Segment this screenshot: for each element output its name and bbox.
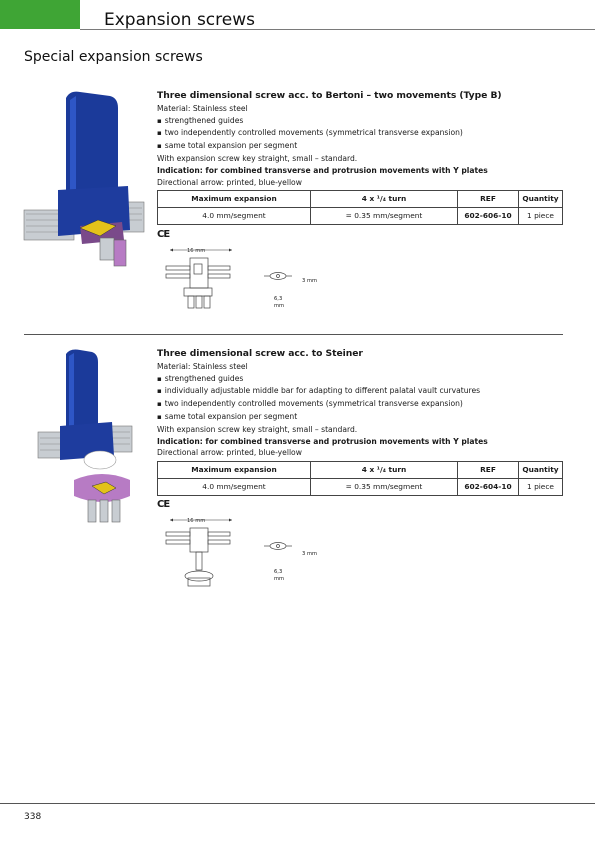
table-cell: 1 piece	[519, 478, 563, 495]
col-header: Quantity	[519, 462, 563, 479]
table-cell: 4.0 mm/segment	[158, 478, 311, 495]
section-color-tab	[0, 0, 80, 29]
table-row	[158, 478, 563, 495]
dim-height-label: 3 mm	[302, 551, 318, 557]
dim-size-a-label: 6,3	[274, 569, 283, 575]
table-row	[158, 208, 563, 225]
product-title: Three dimensional screw acc. to Steiner	[157, 348, 363, 359]
dim-width-label: 16 mm	[187, 248, 206, 254]
footer-rule	[0, 803, 595, 804]
feature-item: ▪ strengthened guides	[157, 115, 563, 128]
col-header: Maximum expansion	[158, 462, 311, 479]
product-title: Three dimensional screw acc. to Bertoni – two movements (Type B)	[157, 90, 502, 101]
dim-width-label: 16 mm	[187, 518, 206, 524]
col-header: REF	[458, 191, 519, 208]
feature-item: ▪ individually adjustable middle bar for adapting to different palatal vault curvatures	[157, 385, 563, 398]
feature-item: ▪ strengthened guides	[157, 373, 563, 386]
technical-drawing	[160, 514, 300, 594]
product-info	[157, 90, 563, 225]
table-cell: 4.0 mm/segment	[158, 208, 311, 225]
product-photo-bertoni	[18, 90, 150, 270]
material-text: Material: Stainless steel	[157, 103, 248, 113]
spec-table	[157, 461, 563, 496]
feature-item: ▪ same total expansion per segment	[157, 140, 563, 153]
feature-item: ▪ two independently controlled movements (symmetrical transverse expansion)	[157, 127, 563, 140]
feature-item: ▪ two independently controlled movements (symmetrical transverse expansion)	[157, 398, 563, 411]
table-cell: = 0.35 mm/segment	[311, 478, 458, 495]
product-photo-steiner	[18, 348, 150, 528]
page-number: 338	[24, 812, 42, 822]
material-text: Material: Stainless steel	[157, 361, 248, 371]
key-note: With expansion screw key straight, small – standard.	[157, 153, 358, 163]
indication-text: Indication: for combined transverse and protrusion movements with Y plates	[157, 165, 488, 175]
arrow-note: Directional arrow: printed, blue-yellow	[157, 448, 302, 458]
dim-size-b-label: mm	[274, 303, 285, 309]
ce-mark: CE	[157, 229, 170, 240]
dim-height-label: 3 mm	[302, 278, 318, 284]
section-title: Special expansion screws	[24, 49, 203, 65]
ce-mark: CE	[157, 499, 170, 510]
spec-table	[157, 190, 563, 225]
ref-number: 602-604-10	[458, 478, 519, 495]
feature-item: ▪ same total expansion per segment	[157, 411, 563, 424]
table-cell: = 0.35 mm/segment	[311, 208, 458, 225]
product-divider	[24, 334, 563, 335]
col-header: 4 x ¹/₄ turn	[311, 462, 458, 479]
col-header: Quantity	[519, 191, 563, 208]
page-title: Expansion screws	[104, 10, 255, 30]
table-header-row	[158, 462, 563, 479]
key-note: With expansion screw key straight, small – standard.	[157, 424, 358, 434]
col-header: Maximum expansion	[158, 191, 311, 208]
col-header: REF	[458, 462, 519, 479]
product-info	[157, 348, 563, 496]
dim-size-b-label: mm	[274, 576, 285, 582]
table-header-row	[158, 191, 563, 208]
indication-text: Indication: for combined transverse and protrusion movements with Y plates	[157, 436, 488, 446]
dim-size-a-label: 6,3	[274, 296, 283, 302]
arrow-note: Directional arrow: printed, blue-yellow	[157, 177, 302, 187]
ref-number: 602-606-10	[458, 208, 519, 225]
table-cell: 1 piece	[519, 208, 563, 225]
col-header: 4 x ¹/₄ turn	[311, 191, 458, 208]
